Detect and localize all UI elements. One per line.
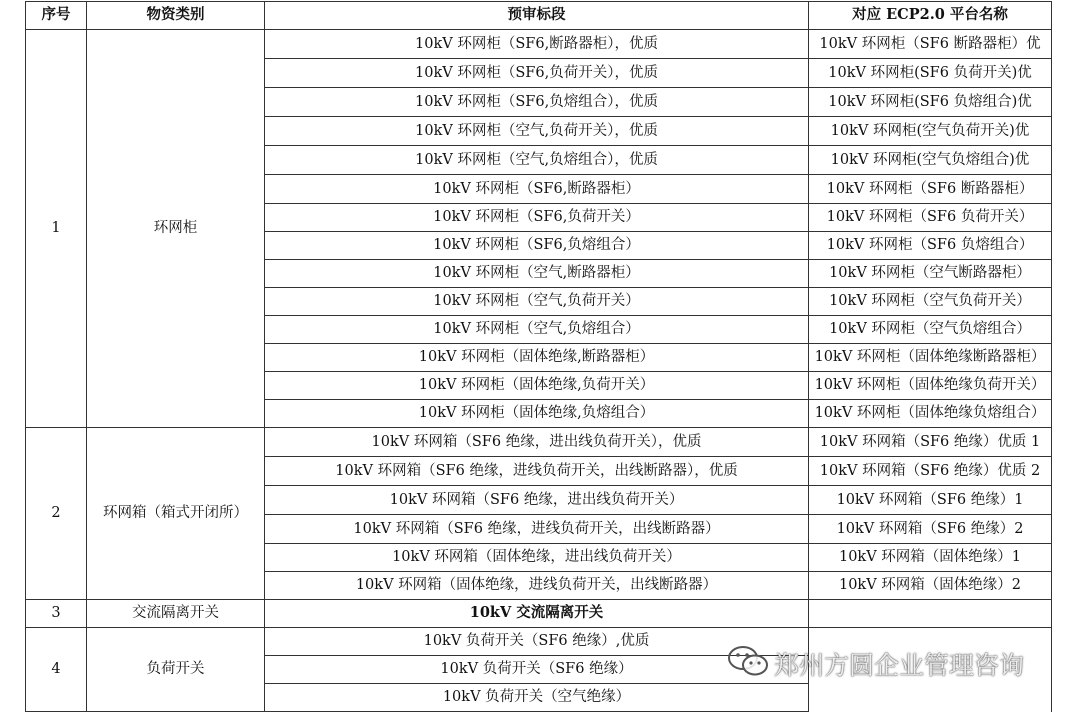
- header-bid-section: 预审标段: [265, 2, 809, 30]
- ecp-name-cell: 10kV 环网柜（空气负荷开关）: [809, 288, 1052, 316]
- bid-section-cell: 10kV 环网柜（固体绝缘,负熔组合）: [265, 400, 809, 428]
- ecp-name-cell: 10kV 环网柜（固体绝缘负荷开关）: [809, 372, 1052, 400]
- bid-section-cell: 10kV 环网柜（SF6,负熔组合）: [265, 232, 809, 260]
- bid-section-cell: 10kV 交流隔离开关: [265, 600, 809, 628]
- table-row: [26, 600, 1052, 628]
- ecp-name-cell: 10kV 环网柜（SF6 断路器柜）: [809, 175, 1052, 204]
- group-no: 1: [26, 30, 87, 428]
- ecp-name-cell: 10kV 环网箱（SF6 绝缘）1: [809, 486, 1052, 515]
- bid-section-cell: 10kV 环网柜（空气,负熔组合），优质: [265, 146, 809, 175]
- ecp-name-cell: 10kV 环网柜（SF6 负荷开关）: [809, 204, 1052, 232]
- bid-section-cell: 10kV 环网柜（SF6,断路器柜），优质: [265, 30, 809, 59]
- wechat-icon: [726, 644, 774, 684]
- bid-section-cell: 10kV 环网柜（空气,负荷开关），优质: [265, 117, 809, 146]
- group-no: 3: [26, 600, 87, 628]
- ecp-name-cell: 10kV 环网柜(SF6 负熔组合)优: [809, 88, 1052, 117]
- group-category: 负荷开关: [87, 628, 265, 712]
- ecp-name-cell: 10kV 环网箱（固体绝缘）2: [809, 572, 1052, 600]
- bid-section-cell: 10kV 环网柜（空气,负熔组合）: [265, 316, 809, 344]
- bid-section-cell: 10kV 环网箱（固体绝缘，进线负荷开关，出线断路器）: [265, 572, 809, 600]
- bid-section-cell: 10kV 环网柜（SF6,负荷开关）: [265, 204, 809, 232]
- table-row: [26, 428, 1052, 457]
- group-category: 环网箱（箱式开闭所）: [87, 428, 265, 600]
- ecp-name-cell: 10kV 环网箱（SF6 绝缘）优质 2: [809, 457, 1052, 486]
- bid-section-cell: 10kV 环网箱（SF6 绝缘，进出线负荷开关）: [265, 486, 809, 515]
- bid-section-cell: 10kV 负荷开关（SF6 绝缘）: [265, 656, 809, 684]
- ecp-name-cell: 10kV 环网柜(SF6 负荷开关)优: [809, 59, 1052, 88]
- watermark-text: 郑州方圆企业管理咨询: [774, 651, 1025, 680]
- group-no: 4: [26, 628, 87, 712]
- table-header-row: [26, 2, 1052, 30]
- ecp-name-cell: 10kV 环网柜（空气负熔组合）: [809, 316, 1052, 344]
- ecp-name-cell: 10kV 环网柜（固体绝缘断路器柜）: [809, 344, 1052, 372]
- bid-section-cell: 10kV 环网柜（SF6,断路器柜）: [265, 175, 809, 204]
- ecp-name-cell: 10kV 环网柜（空气断路器柜）: [809, 260, 1052, 288]
- bid-section-cell: 10kV 负荷开关（空气绝缘）: [265, 684, 809, 712]
- bid-section-cell: 10kV 环网箱（固体绝缘，进出线负荷开关）: [265, 544, 809, 572]
- group-category: 交流隔离开关: [87, 600, 265, 628]
- watermark: [726, 644, 1024, 684]
- bid-section-cell: 10kV 负荷开关（SF6 绝缘）,优质: [265, 628, 809, 656]
- bid-section-cell: 10kV 环网箱（SF6 绝缘，进线负荷开关，出线断路器），优质: [265, 457, 809, 486]
- ecp-name-cell: 10kV 环网箱（SF6 绝缘）2: [809, 515, 1052, 544]
- group-category: 环网柜: [87, 30, 265, 428]
- ecp-name-cell: 10kV 环网柜(空气负荷开关)优: [809, 117, 1052, 146]
- ecp-name-cell: 10kV 环网柜（SF6 负熔组合）: [809, 232, 1052, 260]
- ecp-name-cell: 10kV 环网箱（SF6 绝缘）优质 1: [809, 428, 1052, 457]
- bid-section-cell: 10kV 环网柜（SF6,负荷开关），优质: [265, 59, 809, 88]
- header-category: 物资类别: [87, 2, 265, 30]
- bid-section-cell: 10kV 环网柜（空气,断路器柜）: [265, 260, 809, 288]
- ecp-name-cell: 10kV 环网柜（SF6 断路器柜）优: [809, 30, 1052, 59]
- header-no: 序号: [26, 2, 87, 30]
- bid-section-cell: 10kV 环网柜（固体绝缘,断路器柜）: [265, 344, 809, 372]
- bid-section-cell: 10kV 环网箱（SF6 绝缘，进出线负荷开关），优质: [265, 428, 809, 457]
- ecp-name-cell: [809, 600, 1052, 628]
- group-no: 2: [26, 428, 87, 600]
- table-row: [26, 30, 1052, 59]
- ecp-name-cell: 10kV 环网柜（固体绝缘负熔组合）: [809, 400, 1052, 428]
- ecp-name-cell: 10kV 环网柜(空气负熔组合)优: [809, 146, 1052, 175]
- bid-section-cell: 10kV 环网柜（固体绝缘,负荷开关）: [265, 372, 809, 400]
- header-ecp-name: 对应 ECP2.0 平台名称: [809, 2, 1052, 30]
- bid-section-cell: 10kV 环网柜（SF6,负熔组合），优质: [265, 88, 809, 117]
- bidding-table: [25, 1, 1052, 712]
- bid-section-cell: 10kV 环网柜（空气,负荷开关）: [265, 288, 809, 316]
- ecp-name-cell: 10kV 环网箱（固体绝缘）1: [809, 544, 1052, 572]
- bid-section-cell: 10kV 环网箱（SF6 绝缘，进线负荷开关，出线断路器）: [265, 515, 809, 544]
